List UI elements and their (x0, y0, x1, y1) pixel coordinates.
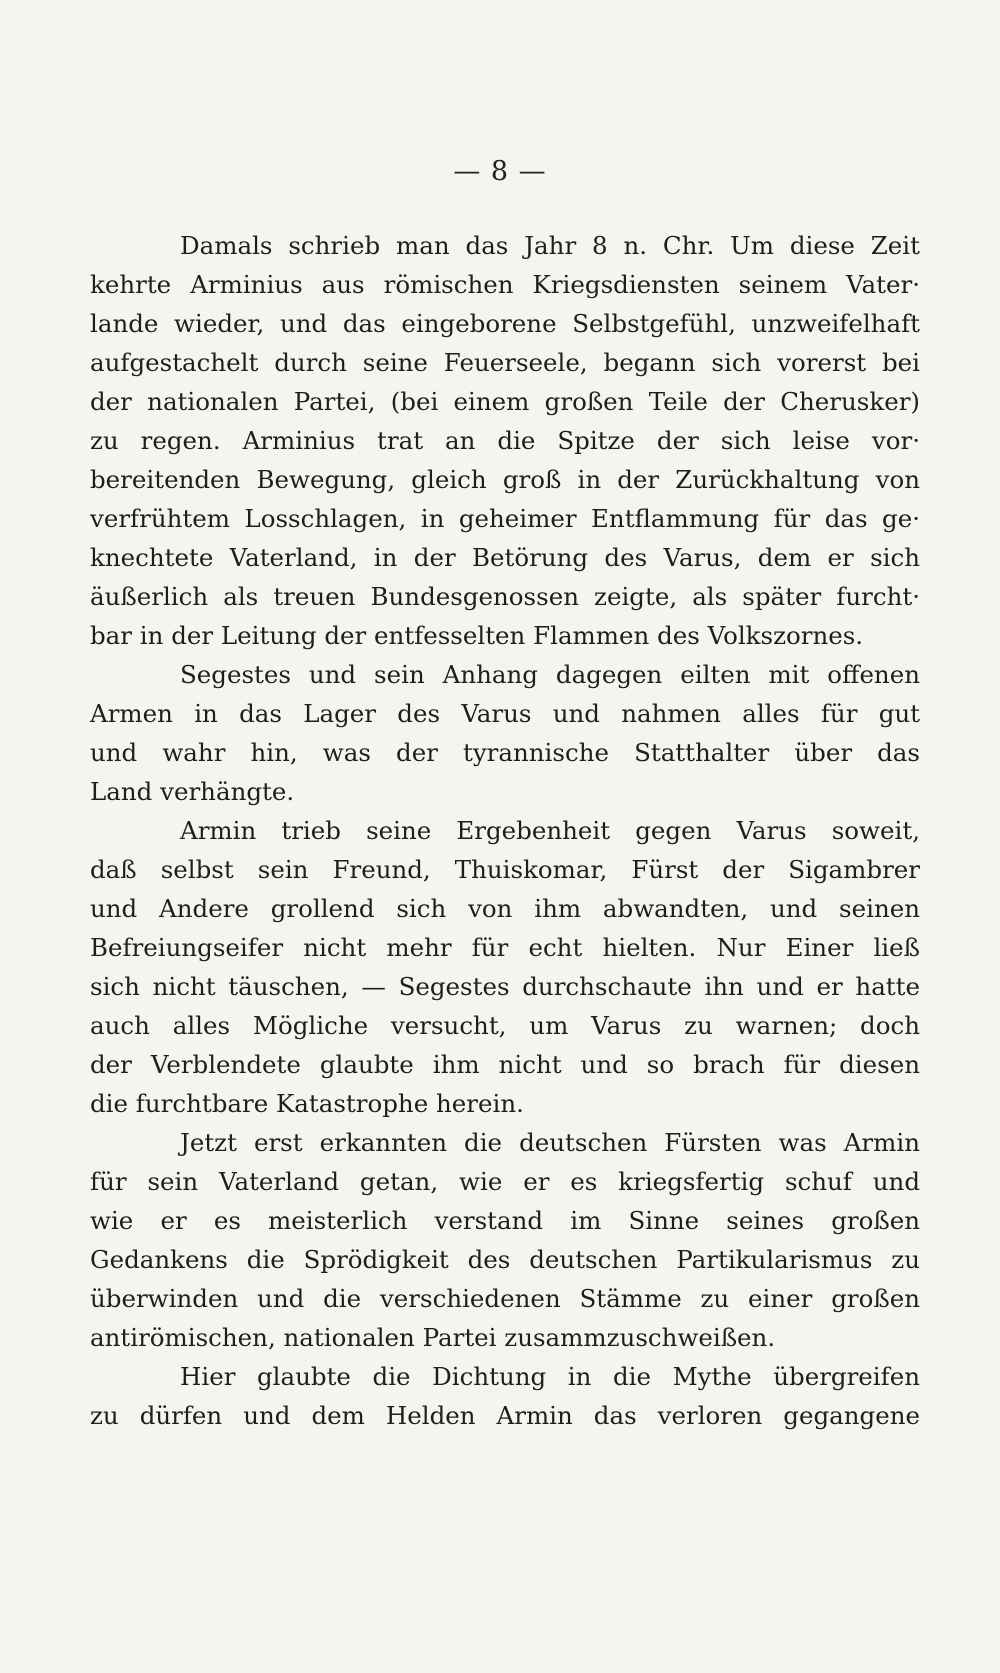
text-line: auch alles Mögliche versucht, um Varus zu warnen; doch (90, 1011, 920, 1040)
text-line: sich nicht täuschen, — Segestes durchschaute ihn und er hatte (90, 972, 920, 1001)
paragraph (90, 1357, 920, 1435)
page-number: — 8 — (453, 156, 547, 187)
text-line: für sein Vaterland getan, wie er es kriegsfertig schuf und (90, 1167, 920, 1196)
paragraph (90, 226, 920, 655)
text-line: Damals schrieb man das Jahr 8 n. Chr. Um diese Zeit (180, 231, 920, 260)
text-line: zu dürfen und dem Helden Armin das verloren gegangene (90, 1401, 920, 1430)
text-line: Armin trieb seine Ergebenheit gegen Varus soweit, (180, 816, 920, 845)
text-line: zu regen. Arminius trat an die Spitze der sich leise vor· (90, 426, 920, 455)
text-line: die furchtbare Katastrophe herein. (90, 1089, 524, 1118)
body-text (90, 226, 920, 1435)
text-line: kehrte Arminius aus römischen Kriegsdiensten seinem Vater· (90, 270, 920, 299)
text-line: Jetzt erst erkannten die deutschen Fürsten was Armin (180, 1128, 920, 1157)
text-line: und Andere grollend sich von ihm abwandten, und seinen (90, 894, 920, 923)
text-line: der Verblendete glaubte ihm nicht und so brach für diesen (90, 1050, 920, 1079)
text-line: und wahr hin, was der tyrannische Statthalter über das (90, 738, 920, 767)
text-line: bar in der Leitung der entfesselten Flammen des Volkszornes. (90, 621, 864, 650)
text-line: daß selbst sein Freund, Thuiskomar, Fürst der Sigambrer (90, 855, 920, 884)
paragraph (90, 655, 920, 811)
paragraph (90, 1123, 920, 1357)
text-line: Armen in das Lager des Varus und nahmen alles für gut (90, 699, 920, 728)
text-line: überwinden und die verschiedenen Stämme zu einer großen (90, 1284, 920, 1313)
paragraph (90, 811, 920, 1123)
text-line: wie er es meisterlich verstand im Sinne seines großen (90, 1206, 920, 1235)
text-line: antirömischen, nationalen Partei zusammzuschweißen. (90, 1323, 776, 1352)
text-line: bereitenden Bewegung, gleich groß in der Zurückhaltung von (90, 465, 920, 494)
text-line: Gedankens die Sprödigkeit des deutschen Partikularismus zu (90, 1245, 920, 1274)
text-line: verfrühtem Losschlagen, in geheimer Entflammung für das ge· (90, 504, 920, 533)
text-line: Segestes und sein Anhang dagegen eilten mit offenen (180, 660, 920, 689)
text-line: knechtete Vaterland, in der Betörung des Varus, dem er sich (90, 543, 920, 572)
text-line: äußerlich als treuen Bundesgenossen zeigte, als später furcht· (90, 582, 920, 611)
text-line: der nationalen Partei, (bei einem großen Teile der Cherusker) (90, 387, 920, 416)
text-line: aufgestachelt durch seine Feuerseele, begann sich vorerst bei (90, 348, 920, 377)
text-line: Befreiungseifer nicht mehr für echt hielten. Nur Einer ließ (90, 933, 920, 962)
text-line: lande wieder, und das eingeborene Selbstgefühl, unzweifelhaft (90, 309, 920, 338)
text-line: Hier glaubte die Dichtung in die Mythe übergreifen (180, 1362, 920, 1391)
text-line: Land verhängte. (90, 777, 295, 806)
